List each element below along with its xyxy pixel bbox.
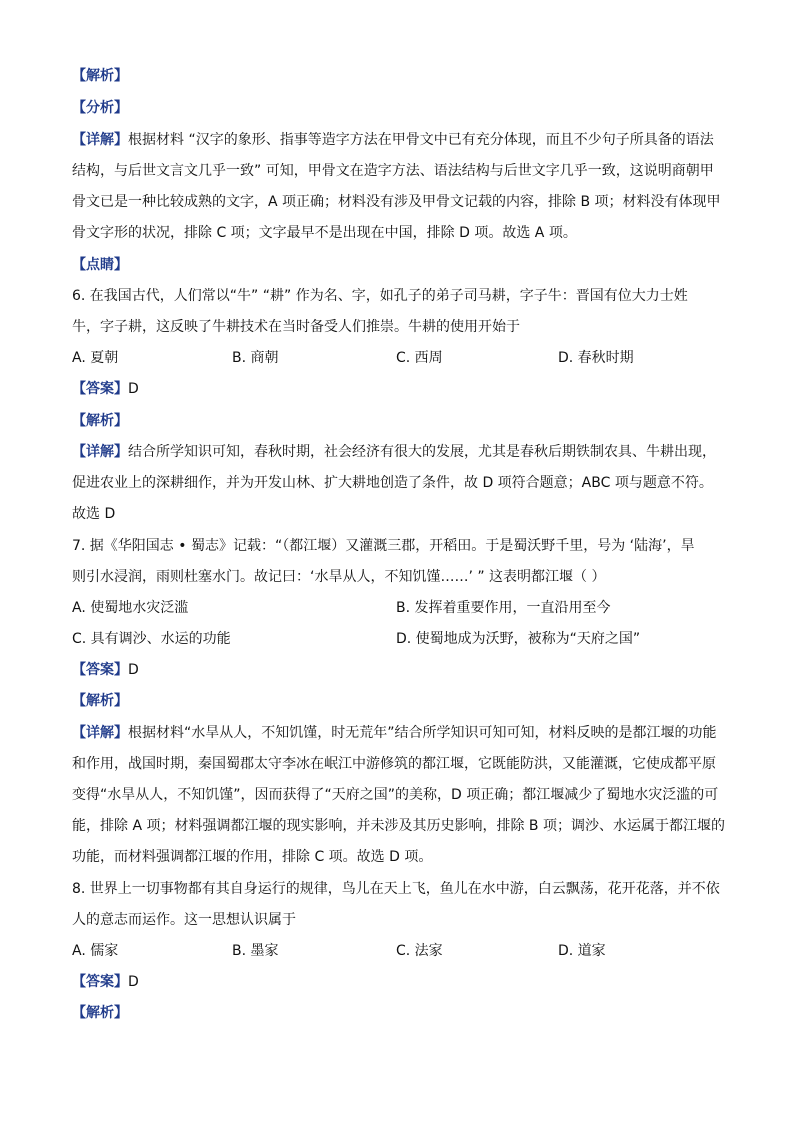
detail-tag: 【详解】	[72, 132, 128, 148]
text-span: 结合所学知识可知，春秋时期，社会经济有很大的发展，尤其是春秋后期铁制农具、牛耕出现，	[128, 444, 716, 460]
q7-question-line-2: 则引水浸润，雨则杜塞水门。故记曰：‘水旱从人，不知饥馑……’ ” 这表明都江堰（ ）	[72, 569, 606, 585]
q7-detail-line-5: 功能，而材料强调都江堰的作用，排除 C 项。故选 D 项。	[72, 849, 433, 865]
q8-question-line-1: 8. 世界上一切事物都有其自身运行的规律，鸟儿在天上飞，鱼儿在水中游，白云飘荡，花开花落，并不依	[72, 881, 720, 897]
q6-option-c: C. 西周	[396, 350, 443, 366]
q6-answer	[72, 379, 139, 399]
q7-option-a: A. 使蜀地水灾泛滥	[72, 600, 189, 616]
detail-tag: 【详解】	[72, 444, 128, 460]
q8-option-a: A. 儒家	[72, 943, 119, 959]
q6-option-a: A. 夏朝	[72, 350, 119, 366]
q8-option-c: C. 法家	[396, 943, 443, 959]
text-span: 根据材料 “汉字的象形、指事等造字方法在甲骨文中已有充分体现，而且不少句子所具备的语法	[128, 132, 714, 148]
q7-detail-line-2: 和作用，战国时期，秦国蜀郡太守李冰在岷江中游修筑的都江堰，它既能防洪，又能灌溉，它使成都平原	[72, 756, 716, 772]
q6-detail-line-1	[72, 442, 716, 462]
q7-answer	[72, 660, 139, 680]
q7-option-d: D. 使蜀地成为沃野，被称为“天府之国”	[396, 631, 641, 647]
q8-question-line-2: 人的意志而运作。这一思想认识属于	[72, 912, 296, 928]
q7-detail-line-1	[72, 723, 717, 743]
q7-detail-line-3: 变得“水旱从人，不知饥馑”，因而获得了“天府之国”的美称，D 项正确；都江堰减少了蜀地水灾泛滥的可	[72, 787, 719, 803]
analysis-sub-heading: 【分析】	[72, 100, 128, 116]
q7-option-c: C. 具有调沙、水运的功能	[72, 631, 231, 647]
answer-tag: 【答案】	[72, 662, 128, 678]
answer-tag: 【答案】	[72, 381, 128, 397]
q5-detail-line-2: 结构，与后世文言文几乎一致” 可知，甲骨文在造字方法、语法结构与后世文字几乎一致，这说明商朝甲	[72, 163, 714, 179]
q7-analysis-heading: 【解析】	[72, 693, 128, 709]
q6-question-line-1: 6. 在我国古代，人们常以“牛” “耕” 作为名、字，如孔子的弟子司马耕，字子牛：晋国有位大力士姓	[72, 288, 688, 304]
text-span: 根据材料“水旱从人，不知饥馑，时无荒年”结合所学知识可知可知，材料反映的是都江堰的功能	[128, 725, 717, 741]
analysis-heading: 【解析】	[72, 68, 128, 84]
answer-value: D	[128, 974, 139, 990]
q7-question-line-1: 7. 据《华阳国志 • 蜀志》记载：“（都江堰）又灌溉三郡，开稻田。于是蜀沃野千里，号为 ‘陆海’，旱	[72, 538, 695, 554]
q6-analysis-heading: 【解析】	[72, 413, 128, 429]
q6-question-line-2: 牛，字子耕，这反映了牛耕技术在当时备受人们推崇。牛耕的使用开始于	[72, 319, 520, 335]
detail-tag: 【详解】	[72, 725, 128, 741]
q7-detail-line-4: 能，排除 A 项；材料强调都江堰的现实影响，并未涉及其历史影响，排除 B 项；调沙、水运属于都江堰的	[72, 818, 725, 834]
q6-detail-line-2: 促进农业上的深耕细作，并为开发山林、扩大耕地创造了条件，故 D 项符合题意；ABC 项与题意不符。	[72, 475, 713, 491]
q6-option-d: D. 春秋时期	[558, 350, 634, 366]
q8-option-d: D. 道家	[558, 943, 606, 959]
answer-tag: 【答案】	[72, 974, 128, 990]
q5-detail-line-1	[72, 130, 714, 150]
q8-option-b: B. 墨家	[232, 943, 279, 959]
q5-detail-line-4: 骨文字形的状况，排除 C 项；文字最早不是出现在中国，排除 D 项。故选 A 项。	[72, 225, 577, 241]
comment-heading: 【点睛】	[72, 257, 128, 273]
answer-value: D	[128, 381, 139, 397]
q8-answer	[72, 972, 139, 992]
q8-analysis-heading: 【解析】	[72, 1005, 128, 1021]
answer-value: D	[128, 662, 139, 678]
q7-option-b: B. 发挥着重要作用，一直沿用至今	[396, 600, 611, 616]
q6-option-b: B. 商朝	[232, 350, 279, 366]
q5-detail-line-3: 骨文已是一种比较成熟的文字，A 项正确；材料没有涉及甲骨文记载的内容，排除 B 项；材料没有体现甲	[72, 194, 721, 210]
q6-detail-line-3: 故选 D	[72, 506, 116, 522]
